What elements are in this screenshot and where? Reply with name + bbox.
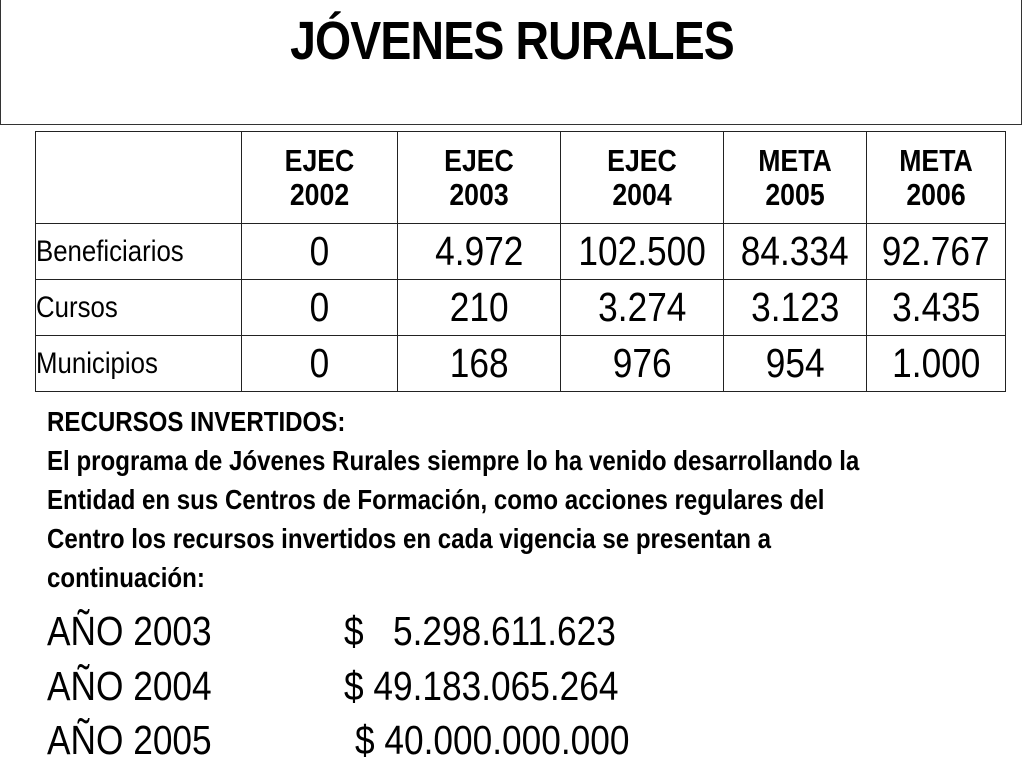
resources-paragraph (47, 402, 907, 597)
table-row (36, 336, 1006, 392)
row-label: Cursos (36, 280, 242, 336)
paragraph-line: Entidad en sus Centros de Formación, como acciones regulares del (47, 484, 825, 515)
table-row (36, 224, 1006, 280)
table-cell: 0 (242, 224, 398, 280)
table-cell: 168 (398, 336, 561, 392)
header-cell: EJEC 2003 (398, 132, 561, 224)
table-cell: 92.767 (867, 224, 1006, 280)
table-cell: 0 (242, 336, 398, 392)
title-box (0, 0, 1022, 125)
table-cell: 3.123 (724, 280, 867, 336)
investment-row (47, 603, 767, 659)
header-cell: META 2005 (724, 132, 867, 224)
table-cell: 0 (242, 280, 398, 336)
page-title: JÓVENES RURALES (290, 11, 734, 71)
table-cell: 976 (561, 336, 724, 392)
table-cell: 3.274 (561, 280, 724, 336)
investment-year: AÑO 2004 (47, 663, 212, 709)
header-cell: META 2006 (867, 132, 1006, 224)
table-header-row (36, 132, 1006, 224)
header-cell: EJEC 2002 (242, 132, 398, 224)
paragraph-line: continuación: (47, 562, 205, 593)
table-cell: 84.334 (724, 224, 867, 280)
investment-amount: $ 5.298.611.623 (344, 608, 616, 654)
header-cell: EJEC 2004 (561, 132, 724, 224)
table-cell: 1.000 (867, 336, 1006, 392)
investment-row (47, 658, 767, 714)
table-cell: 954 (724, 336, 867, 392)
header-empty-cell (36, 132, 242, 224)
data-table (35, 131, 1006, 392)
investment-amount: $ 40.000.000.000 (355, 717, 630, 763)
investment-amount: $ 49.183.065.264 (344, 663, 619, 709)
table-cell: 210 (398, 280, 561, 336)
table-row (36, 280, 1006, 336)
table-cell: 102.500 (561, 224, 724, 280)
table-cell: 3.435 (867, 280, 1006, 336)
row-label: Beneficiarios (36, 224, 242, 280)
paragraph-line: Centro los recursos invertidos en cada vigencia se presentan a (47, 523, 772, 554)
investment-row (47, 712, 767, 768)
investment-year: AÑO 2005 (47, 717, 212, 763)
investment-year: AÑO 2003 (47, 608, 212, 654)
paragraph-line: El programa de Jóvenes Rurales siempre lo ha venido desarrollando la (47, 445, 860, 476)
row-label: Municipios (36, 336, 242, 392)
table-cell: 4.972 (398, 224, 561, 280)
resources-heading: RECURSOS INVERTIDOS: (47, 406, 346, 437)
